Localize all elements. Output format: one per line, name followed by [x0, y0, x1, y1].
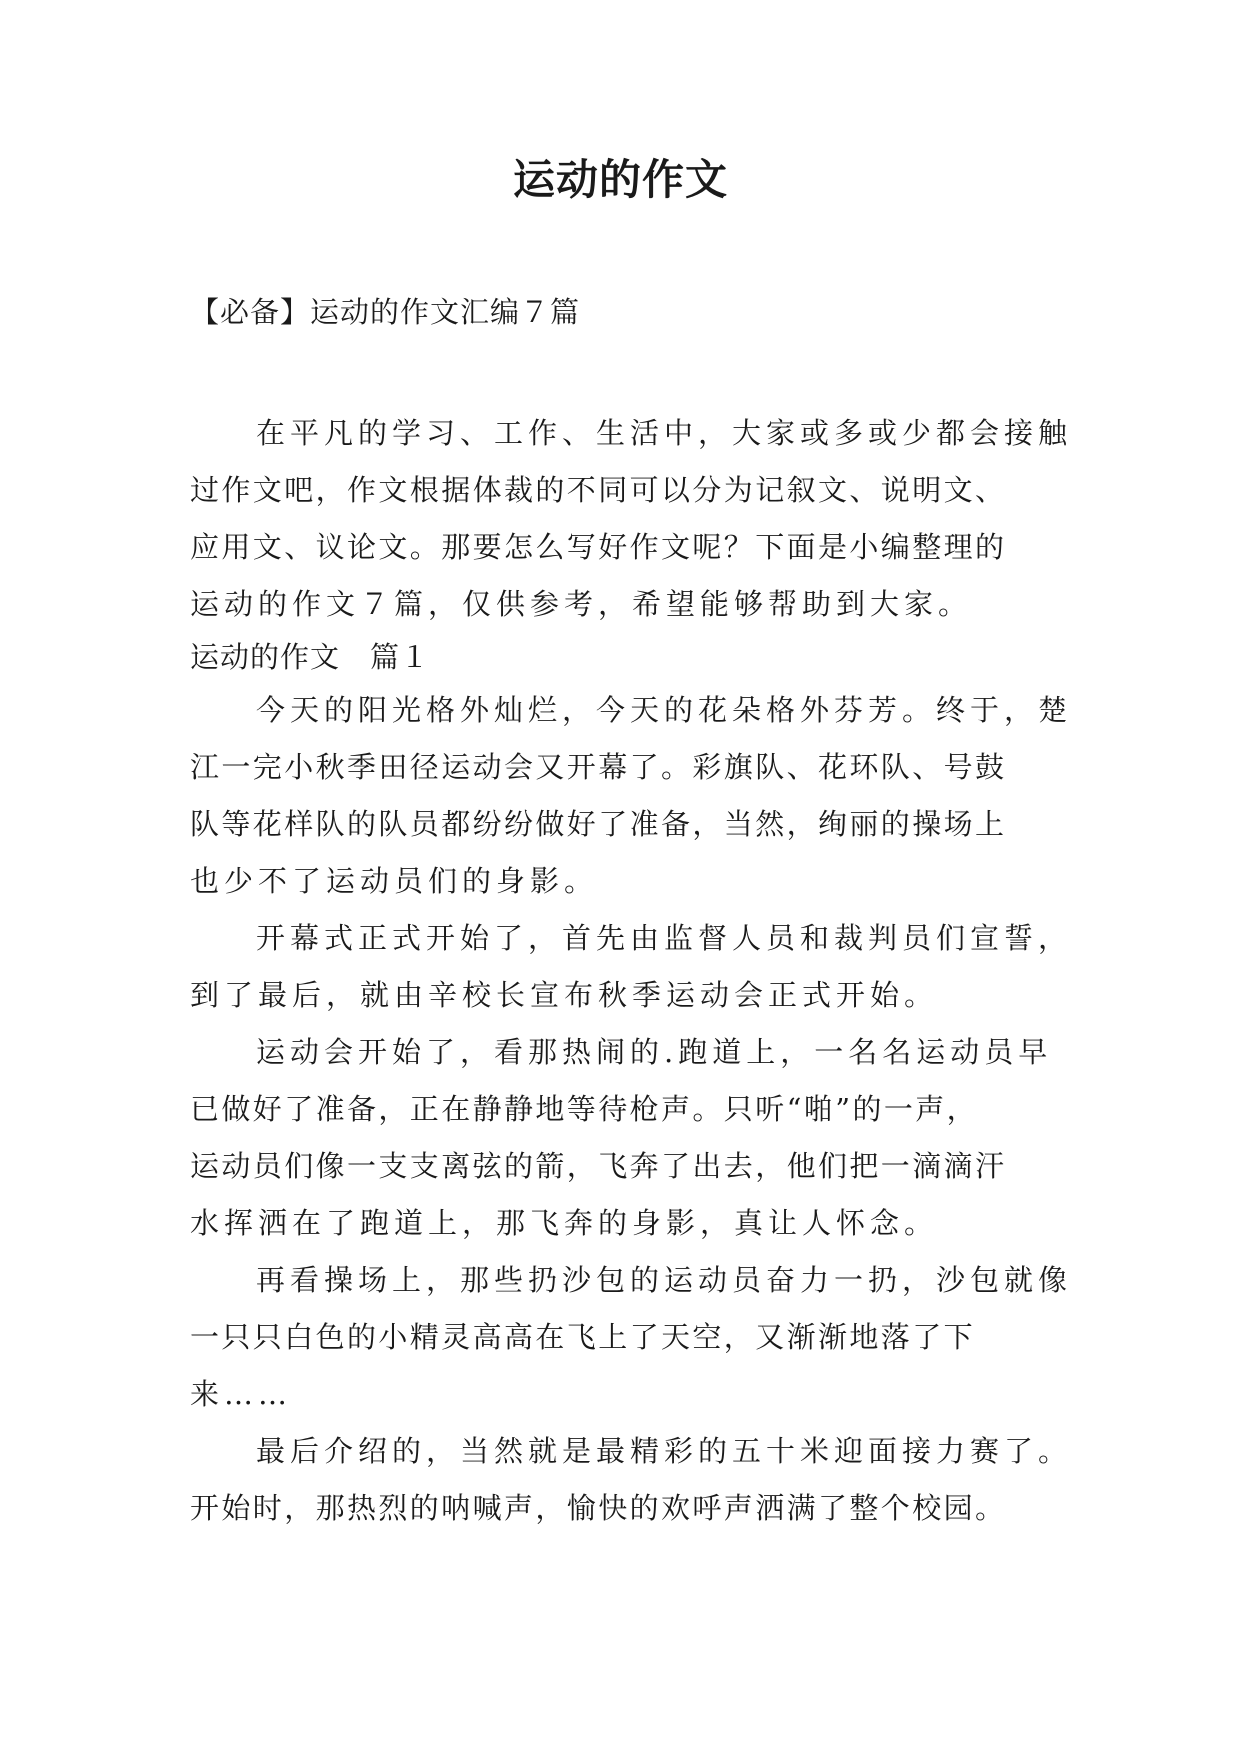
text-line: 运动的作文７篇，仅供参考，希望能够帮助到大家。 — [190, 587, 973, 621]
section-heading: 运动的作文 篇１ — [190, 640, 431, 674]
document-subtitle: 【必备】运动的作文汇编７篇 — [190, 295, 581, 329]
text-line: 最后介绍的，当然就是最精彩的五十米迎面接力赛了。 — [256, 1434, 1073, 1468]
text-line: 过作文吧，作文根据体裁的不同可以分为记叙文、说明文、 — [190, 473, 1007, 507]
text-line: 水挥洒在了跑道上，那飞奔的身影，真让人怀念。 — [190, 1206, 939, 1240]
text-line: 开始时，那热烈的呐喊声，愉快的欢呼声洒满了整个校园。 — [190, 1491, 1007, 1525]
text-line: 应用文、议论文。那要怎么写好作文呢？下面是小编整理的 — [190, 530, 1007, 564]
text-line: 运动会开始了，看那热闹的.跑道上，一名名运动员早 — [256, 1035, 1053, 1069]
text-line: 在平凡的学习、工作、生活中，大家或多或少都会接触 — [256, 416, 1073, 450]
text-line: 今天的阳光格外灿烂，今天的花朵格外芬芳。终于，楚 — [256, 693, 1073, 727]
text-line: 来…… — [190, 1377, 293, 1411]
text-line: 再看操场上，那些扔沙包的运动员奋力一扔，沙包就像 — [256, 1263, 1073, 1297]
text-line: 一只只白色的小精灵高高在飞上了天空，又渐渐地落了下 — [190, 1320, 976, 1354]
text-line: 也少不了运动员们的身影。 — [190, 864, 599, 898]
text-line: 江一完小秋季田径运动会又开幕了。彩旗队、花环队、号鼓 — [190, 750, 1007, 784]
text-line: 到了最后，就由辛校长宣布秋季运动会正式开始。 — [190, 978, 939, 1012]
document-body — [190, 405, 1073, 1537]
text-line: 开幕式正式开始了，首先由监督人员和裁判员们宣誓， — [256, 921, 1073, 955]
text-line: 运动员们像一支支离弦的箭，飞奔了出去，他们把一滴滴汗 — [190, 1149, 1007, 1183]
text-line: 已做好了准备，正在静静地等待枪声。只听“啪”的一声， — [190, 1092, 979, 1126]
text-line: 队等花样队的队员都纷纷做好了准备，当然，绚丽的操场上 — [190, 807, 1007, 841]
document-title: 运动的作文 — [512, 155, 728, 204]
